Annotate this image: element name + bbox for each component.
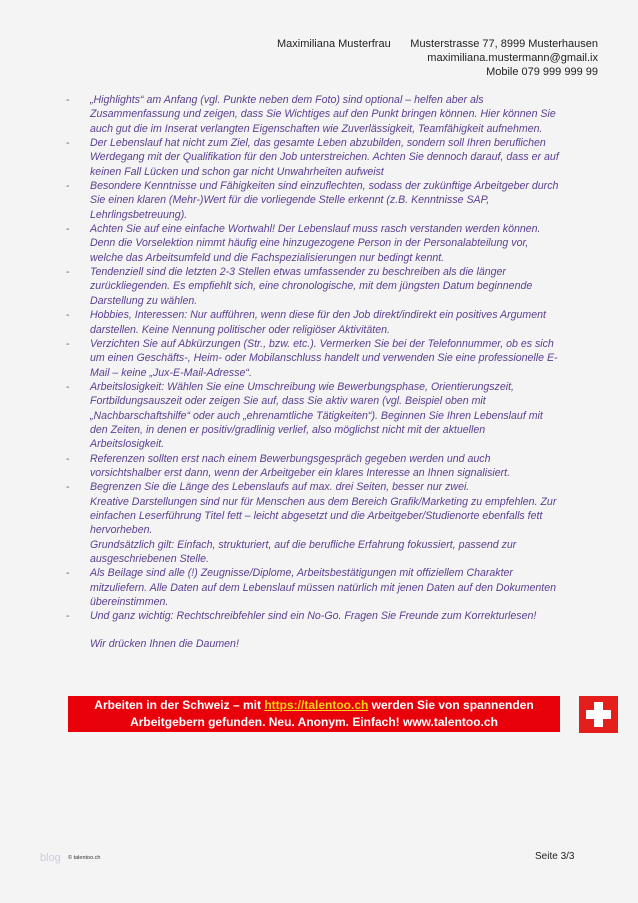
bullet-dash: -: [66, 452, 70, 465]
list-item-line: Als Beilage sind alle (!) Zeugnisse/Diplome, Arbeitsbestätigungen mit offiziellem Charakter: [90, 567, 513, 580]
header-address: Musterstrasse 77, 8999 Musterhausen: [410, 38, 598, 50]
bullet-dash: -: [66, 266, 70, 279]
list-item: [62, 222, 622, 265]
list-item-line: Kreative Darstellungen sind nur für Menschen aus dem Bereich Grafik/Marketing zu empfehlen. Zur: [90, 495, 557, 508]
header-mobile: Mobile 079 999 999 99: [486, 66, 598, 78]
list-item-line: auch gut die im Inserat verlangten Eigenschaften wie Zuverlässigkeit, Teamfähigkeit aufnehmen.: [90, 122, 543, 135]
list-item: [62, 480, 622, 566]
list-item-line: welche das Arbeitsumfeld und die Fachspezialisierungen nur bedingt kennt.: [90, 251, 445, 264]
bullet-dash: -: [66, 180, 70, 193]
list-item-line: Fortbildungsauszeit oder zeigen Sie auf, dass Sie aktiv waren (vgl. Beispiel oben mit: [90, 395, 486, 408]
list-item-line: ausgeschriebenen Stelle.: [90, 553, 209, 565]
list-item-line: Werdegang mit der Qualifikation für den Job unterstreichen. Achten Sie dennoch darauf, dass er auf: [90, 151, 559, 164]
closing-text: Wir drücken Ihnen die Daumen!: [90, 638, 239, 650]
list-item: [62, 265, 622, 308]
bullet-dash: -: [66, 610, 70, 623]
swiss-flag-icon: [579, 696, 618, 733]
bullet-dash: -: [66, 309, 70, 322]
list-item: [62, 452, 622, 481]
list-item-line: Besondere Kenntnisse und Fähigkeiten sind einzuflechten, sodass der zukünftige Arbeitgeber durch: [90, 180, 559, 193]
bullet-dash: -: [66, 567, 70, 580]
list-item-line: Begrenzen Sie die Länge des Lebenslaufs auf max. drei Seiten, besser nur zwei.: [90, 481, 470, 494]
bullet-dash: -: [66, 481, 70, 494]
banner-line2: Arbeitgebern gefunden. Neu. Anonym. Einfach! www.talentoo.ch: [130, 715, 498, 729]
list-item: [62, 337, 622, 380]
bullet-dash: -: [66, 380, 70, 393]
list-item-line: „Highlights“ am Anfang (vgl. Punkte neben dem Foto) sind optional – helfen aber als: [90, 94, 484, 106]
list-item: [62, 136, 622, 179]
list-item-line: Arbeitslosigkeit.: [90, 438, 165, 451]
list-item: [62, 566, 622, 609]
list-item-line: Der Lebenslauf hat nicht zum Ziel, das gesamte Leben abzubilden, sondern soll Ihren beruflichen: [90, 137, 546, 150]
footer-copyright: © talentoo.ch: [68, 855, 101, 861]
header-name: Maximiliana Musterfrau: [277, 38, 391, 50]
list-item-line: zurückliegenden. Es empfiehlt sich, eine chronologische, mit dem jüngsten Datum beginnende: [90, 280, 533, 293]
list-item-line: Hobbies, Interessen: Nur aufführen, wenn diese für den Job direkt/indirekt ein positives Argument: [90, 309, 546, 322]
list-item-line: Verzichten Sie auf Abkürzungen (Str., bzw. etc.). Vermerken Sie bei der Telefonnummer, ob es sich: [90, 337, 554, 350]
list-item-line: Denn die Vorselektion nimmt häufig eine hinzugezogene Person in der Personalabteilung vor,: [90, 237, 529, 250]
list-item-line: Mail – keine „Jux-E-Mail-Adresse“.: [90, 366, 252, 379]
list-item-line: um einen Geschäfts-, Heim- oder Mobilanschluss handelt und verwenden Sie eine professionelle E-: [90, 352, 558, 365]
banner-text-after: werden Sie von spannenden: [368, 698, 534, 712]
list-item-line: keinen Fall Lücken und schon gar nicht Unwahrheiten aufweist: [90, 165, 384, 178]
talentoo-banner: [68, 696, 560, 732]
page-number: Seite 3/3: [535, 851, 575, 862]
list-item-line: Grundsätzlich gilt: Einfach, strukturiert, auf die berufliche Erfahrung fokussiert, passend zur: [90, 538, 517, 551]
bullet-dash: -: [66, 94, 70, 106]
tips-list: [62, 93, 622, 624]
bullet-dash: -: [66, 223, 70, 236]
list-item-line: einfachen Leserführung Titel fett – leicht abgesetzt und die Arbeitgeber/Studienorte ebenfalls fett: [90, 509, 543, 522]
list-item-line: Darstellung zu wählen.: [90, 294, 198, 307]
bullet-dash: -: [66, 337, 70, 350]
talentoo-link[interactable]: https://talentoo.ch: [264, 698, 369, 712]
list-item: [62, 179, 622, 222]
list-item-line: vorsichtshalber erst dann, wenn der Arbeitgeber ein klares Interesse an Ihnen signalisiert.: [90, 466, 511, 479]
header-email: maximiliana.mustermann@gmail.ix: [427, 52, 598, 64]
list-item: [62, 93, 622, 136]
bullet-dash: -: [66, 137, 70, 150]
list-item-line: Arbeitslosigkeit: Wählen Sie eine Umschreibung wie Bewerbungsphase, Orientierungszeit,: [90, 380, 514, 393]
list-item: [62, 380, 622, 452]
list-item-line: „Nachbarschaftshilfe“ oder auch „ehrenamtliche Tätigkeiten“). Beginnen Sie Ihren Lebenslauf mit: [90, 409, 543, 422]
list-item-line: Zusammenfassung und zeigen, dass Sie Wichtiges auf den Punkt bringen können. Hier können Sie: [90, 108, 556, 121]
list-item-line: Referenzen sollten erst nach einem Bewerbungsgespräch gegeben werden und auch: [90, 452, 491, 465]
list-item-line: Lehrlingsbetreuung).: [90, 208, 188, 221]
list-item-line: übereinstimmen.: [90, 596, 169, 609]
list-item-line: Achten Sie auf eine einfache Wortwahl! Der Lebenslauf muss rasch verstanden werden können.: [90, 223, 541, 236]
footer-blog: blog: [40, 852, 61, 864]
list-item-line: Und ganz wichtig: Rechtschreibfehler sind ein No-Go. Fragen Sie Freunde zum Korrekturlesen!: [90, 610, 537, 623]
list-item-line: hervorheben.: [90, 524, 153, 537]
list-item-line: mitzuliefern. Alle Daten auf dem Lebenslauf müssen natürlich mit jenen Daten auf den Dokumenten: [90, 581, 556, 594]
list-item-line: den Zeiten, in denen er positiv/gradlinig verlief, also möglichst nicht mit der aktuellen: [90, 423, 486, 436]
list-item-line: darstellen. Keine Nennung politischer oder religiöser Aktivitäten.: [90, 323, 390, 336]
list-item-line: Tendenziell sind die letzten 2-3 Stellen etwas umfassender zu beschreiben als die länger: [90, 266, 506, 279]
list-item-line: Sie einen klaren (Mehr-)Wert für die vorliegende Stelle erkennt (z.B. Kenntnisse SAP,: [90, 194, 490, 207]
list-item: [62, 308, 622, 337]
list-item: [62, 609, 622, 623]
banner-text-before: Arbeiten in der Schweiz – mit: [94, 698, 265, 712]
